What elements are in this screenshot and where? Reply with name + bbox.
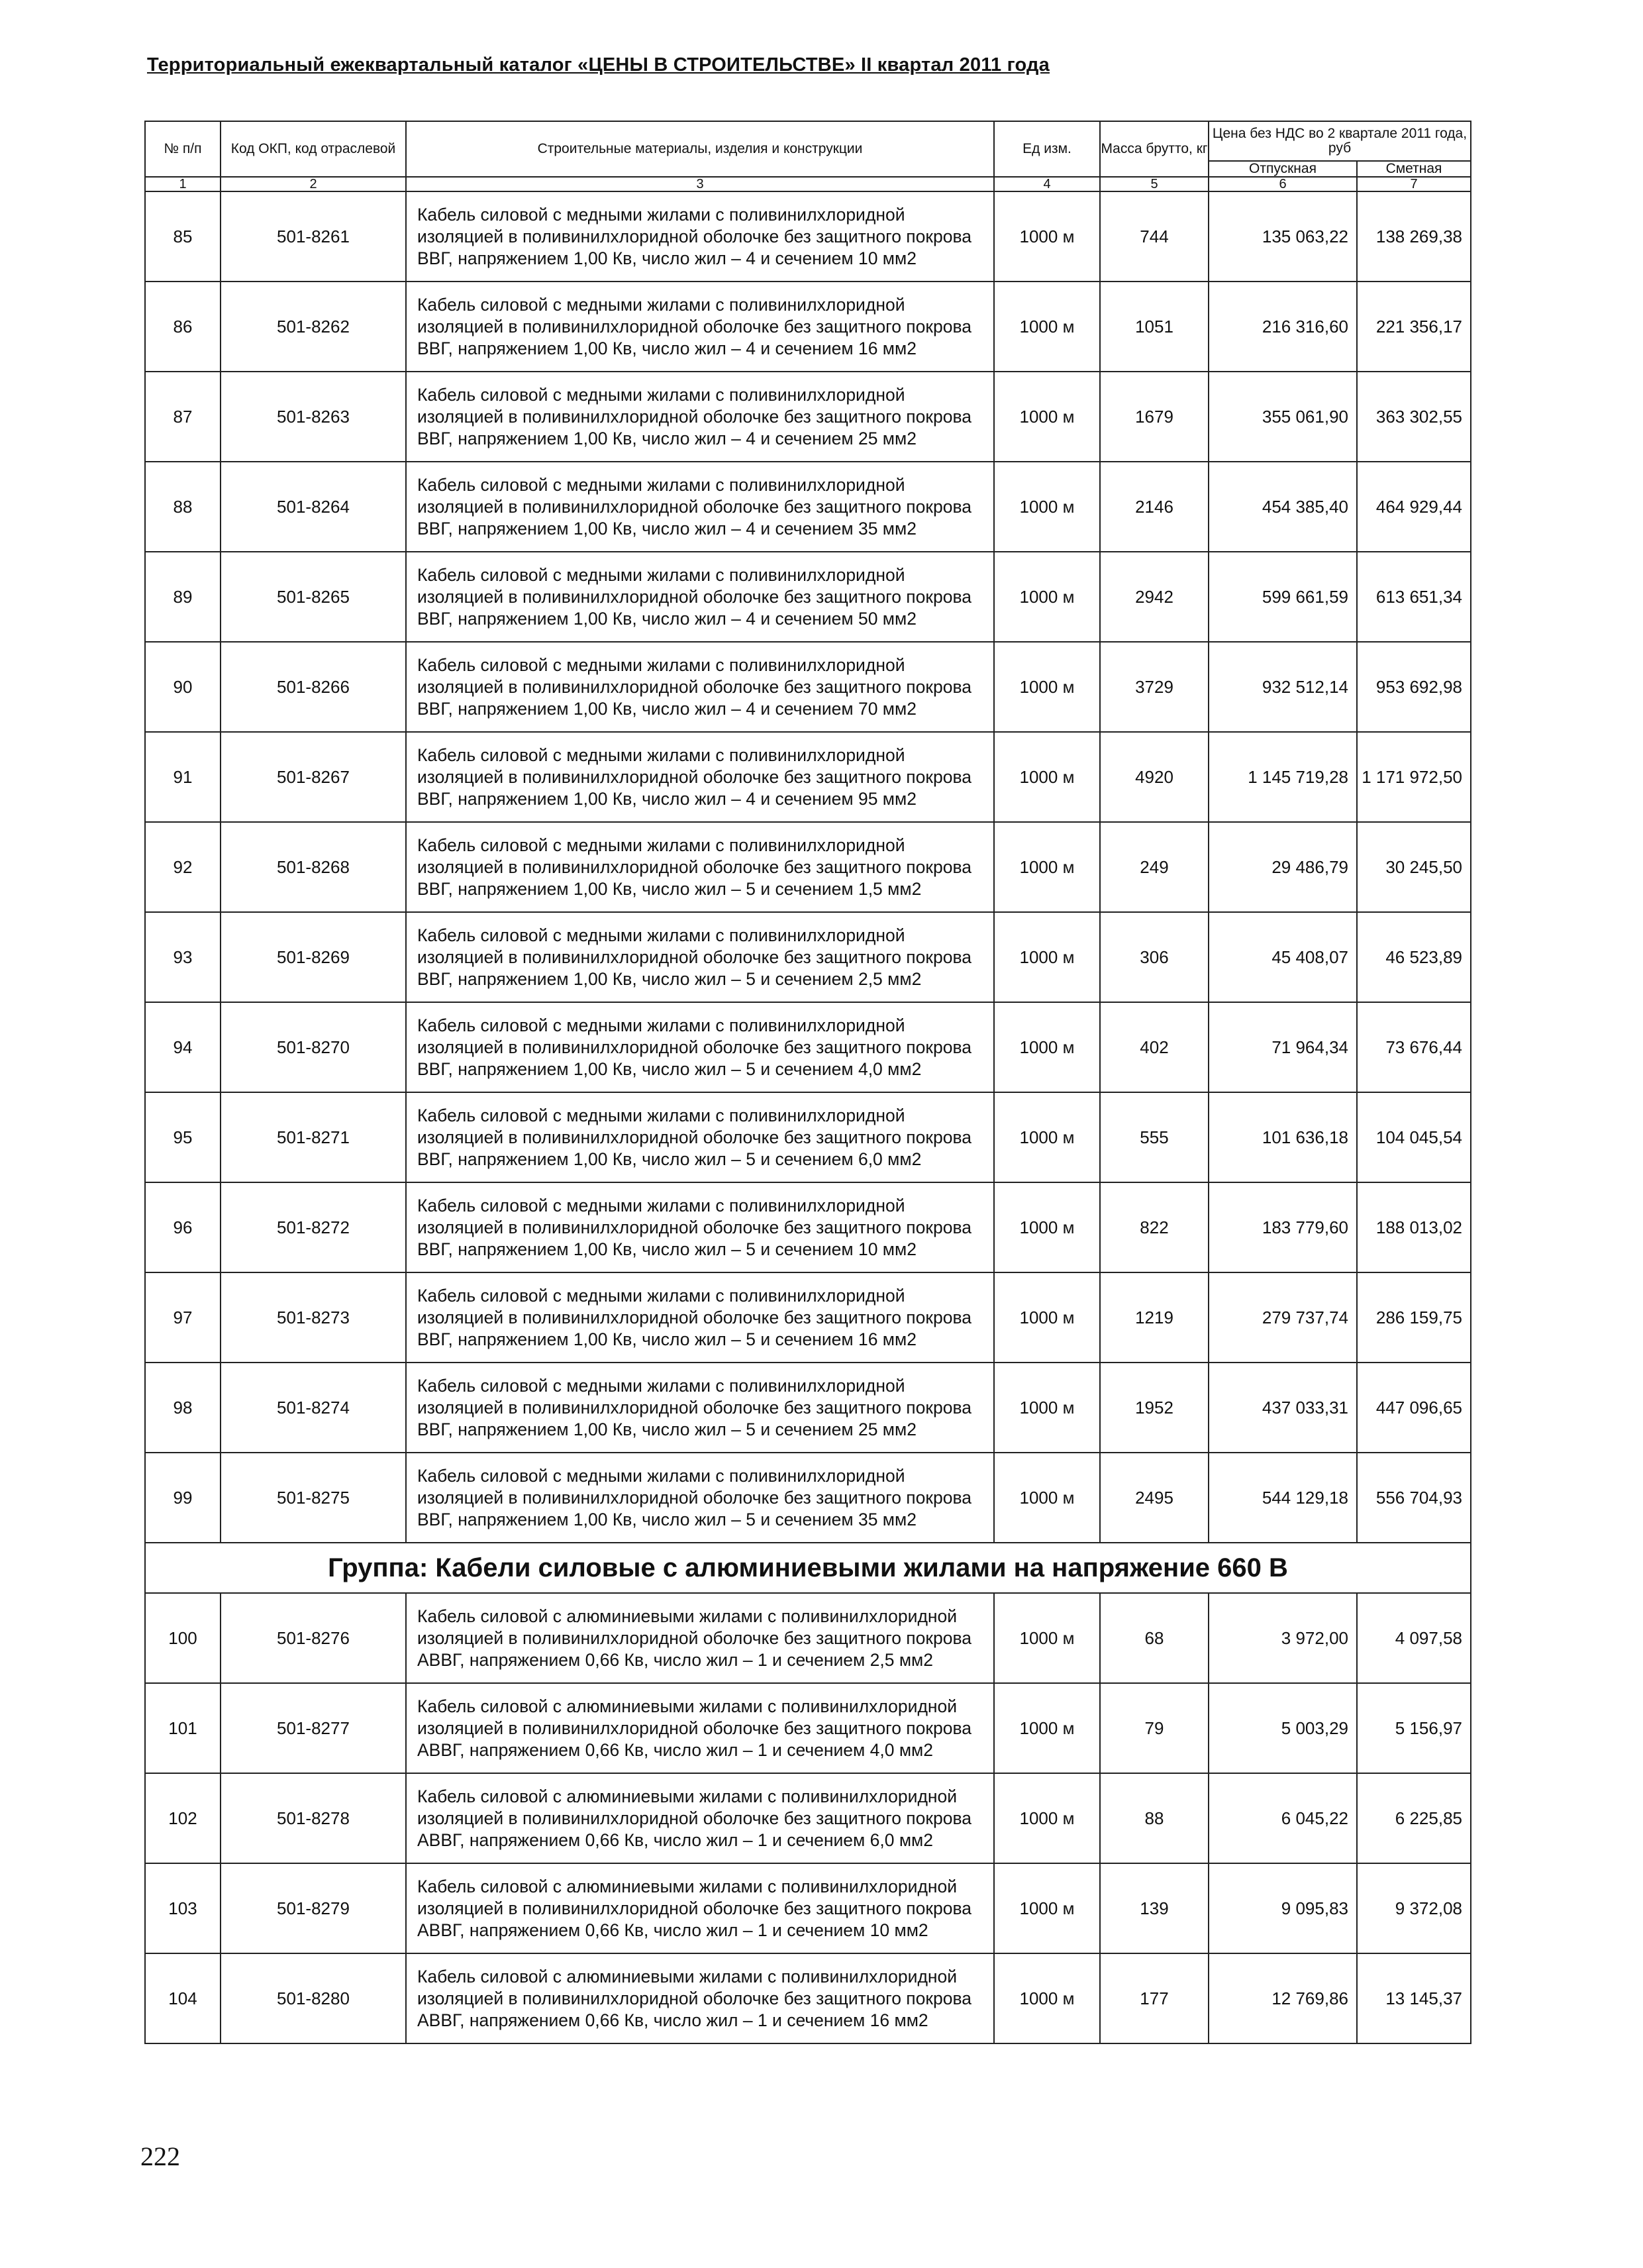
row-unit: 1000 м [994,1953,1100,2043]
row-num: 86 [145,282,221,372]
row-code: 501-8268 [221,822,406,912]
table-row [145,282,1471,372]
row-description: Кабель силовой с медными жилами с поливинилхлоридной изоляцией в поливинилхлоридной оболочке без защитного покрова ВВГ, напряжением 1,00 Кв, число жил – 5 и сечением 10 мм2 [406,1182,994,1272]
row-price-release: 454 385,40 [1209,462,1357,552]
row-code: 501-8267 [221,732,406,822]
row-description: Кабель силовой с медными жилами с поливинилхлоридной изоляцией в поливинилхлоридной оболочке без защитного покрова ВВГ, напряжением 1,00 Кв, число жил – 5 и сечением 16 мм2 [406,1272,994,1363]
row-code: 501-8279 [221,1863,406,1953]
row-code: 501-8274 [221,1363,406,1453]
row-price-release: 279 737,74 [1209,1272,1357,1363]
row-description: Кабель силовой с медными жилами с поливинилхлоридной изоляцией в поливинилхлоридной оболочке без защитного покрова ВВГ, напряжением 1,00 Кв, число жил – 4 и сечением 95 мм2 [406,732,994,822]
table-row [145,1002,1471,1092]
row-code: 501-8269 [221,912,406,1002]
row-unit: 1000 м [994,462,1100,552]
table-row [145,822,1471,912]
table-row [145,1773,1471,1863]
page-number: 222 [140,2141,180,2171]
row-unit: 1000 м [994,732,1100,822]
row-unit: 1000 м [994,1683,1100,1773]
row-code: 501-8275 [221,1453,406,1543]
row-unit: 1000 м [994,552,1100,642]
row-price-release: 1 145 719,28 [1209,732,1357,822]
col-header-price-release: Отпускная [1209,161,1357,177]
row-code: 501-8263 [221,372,406,462]
table-body-copper [145,191,1471,1543]
row-price-release: 355 061,90 [1209,372,1357,462]
row-num: 87 [145,372,221,462]
table-header [145,121,1471,191]
row-num: 89 [145,552,221,642]
row-unit: 1000 м [994,372,1100,462]
row-num: 94 [145,1002,221,1092]
table-row [145,1182,1471,1272]
row-unit: 1000 м [994,912,1100,1002]
row-num: 93 [145,912,221,1002]
row-num: 97 [145,1272,221,1363]
row-price-estimate: 104 045,54 [1357,1092,1471,1182]
row-code: 501-8264 [221,462,406,552]
row-description: Кабель силовой с медными жилами с поливинилхлоридной изоляцией в поливинилхлоридной оболочке без защитного покрова ВВГ, напряжением 1,00 Кв, число жил – 5 и сечением 6,0 мм2 [406,1092,994,1182]
row-description: Кабель силовой с медными жилами с поливинилхлоридной изоляцией в поливинилхлоридной оболочке без защитного покрова ВВГ, напряжением 1,00 Кв, число жил – 4 и сечением 10 мм2 [406,191,994,282]
row-price-estimate: 30 245,50 [1357,822,1471,912]
row-code: 501-8277 [221,1683,406,1773]
col-header-price-estimate: Сметная [1357,161,1471,177]
row-description: Кабель силовой с медными жилами с поливинилхлоридной изоляцией в поливинилхлоридной оболочке без защитного покрова ВВГ, напряжением 1,00 Кв, число жил – 4 и сечением 16 мм2 [406,282,994,372]
row-unit: 1000 м [994,1002,1100,1092]
row-price-release: 101 636,18 [1209,1092,1357,1182]
row-description: Кабель силовой с алюминиевыми жилами с поливинилхлоридной изоляцией в поливинилхлоридной оболочке без защитного покрова АВВГ, напряжением 0,66 Кв, число жил – 1 и сечением 4,0 мм2 [406,1683,994,1773]
col-header-num: № п/п [145,121,221,177]
row-description: Кабель силовой с медными жилами с поливинилхлоридной изоляцией в поливинилхлоридной оболочке без защитного покрова ВВГ, напряжением 1,00 Кв, число жил – 5 и сечением 1,5 мм2 [406,822,994,912]
row-price-estimate: 286 159,75 [1357,1272,1471,1363]
row-price-estimate: 1 171 972,50 [1357,732,1471,822]
row-description: Кабель силовой с медными жилами с поливинилхлоридной изоляцией в поливинилхлоридной оболочке без защитного покрова ВВГ, напряжением 1,00 Кв, число жил – 5 и сечением 25 мм2 [406,1363,994,1453]
row-num: 95 [145,1092,221,1182]
column-number: 7 [1357,177,1471,191]
column-number: 6 [1209,177,1357,191]
row-mass: 306 [1100,912,1209,1002]
row-price-estimate: 73 676,44 [1357,1002,1471,1092]
row-price-release: 3 972,00 [1209,1593,1357,1683]
table-row [145,1593,1471,1683]
row-unit: 1000 м [994,1773,1100,1863]
row-price-estimate: 6 225,85 [1357,1773,1471,1863]
row-price-release: 71 964,34 [1209,1002,1357,1092]
col-header-unit: Ед изм. [994,121,1100,177]
price-table [144,121,1471,2044]
row-price-release: 29 486,79 [1209,822,1357,912]
row-price-estimate: 5 156,97 [1357,1683,1471,1773]
row-unit: 1000 м [994,1363,1100,1453]
table-row [145,732,1471,822]
table-row [145,1683,1471,1773]
row-num: 103 [145,1863,221,1953]
row-price-release: 5 003,29 [1209,1683,1357,1773]
row-unit: 1000 м [994,191,1100,282]
row-price-estimate: 221 356,17 [1357,282,1471,372]
row-num: 92 [145,822,221,912]
row-num: 90 [145,642,221,732]
row-price-release: 12 769,86 [1209,1953,1357,2043]
row-mass: 4920 [1100,732,1209,822]
table-row [145,372,1471,462]
row-num: 104 [145,1953,221,2043]
table-row [145,462,1471,552]
col-header-price-group: Цена без НДС во 2 квартале 2011 года, руб [1209,121,1471,161]
row-price-release: 932 512,14 [1209,642,1357,732]
row-mass: 2146 [1100,462,1209,552]
col-header-mass: Масса брутто, кг [1100,121,1209,177]
row-mass: 1051 [1100,282,1209,372]
group-section [145,1543,1471,1593]
column-number: 5 [1100,177,1209,191]
row-description: Кабель силовой с медными жилами с поливинилхлоридной изоляцией в поливинилхлоридной оболочке без защитного покрова ВВГ, напряжением 1,00 Кв, число жил – 5 и сечением 2,5 мм2 [406,912,994,1002]
row-unit: 1000 м [994,1593,1100,1683]
row-unit: 1000 м [994,822,1100,912]
row-mass: 1679 [1100,372,1209,462]
row-price-estimate: 363 302,55 [1357,372,1471,462]
row-price-estimate: 447 096,65 [1357,1363,1471,1453]
row-price-estimate: 46 523,89 [1357,912,1471,1002]
table-body-aluminium [145,1593,1471,2043]
row-price-release: 183 779,60 [1209,1182,1357,1272]
table-row [145,1272,1471,1363]
row-price-estimate: 953 692,98 [1357,642,1471,732]
row-mass: 177 [1100,1953,1209,2043]
row-mass: 139 [1100,1863,1209,1953]
col-header-name: Строительные материалы, изделия и конструкции [406,121,994,177]
row-price-estimate: 138 269,38 [1357,191,1471,282]
column-number: 4 [994,177,1100,191]
row-num: 98 [145,1363,221,1453]
row-code: 501-8273 [221,1272,406,1363]
row-price-estimate: 9 372,08 [1357,1863,1471,1953]
row-mass: 249 [1100,822,1209,912]
row-mass: 822 [1100,1182,1209,1272]
row-code: 501-8265 [221,552,406,642]
row-num: 85 [145,191,221,282]
row-price-estimate: 556 704,93 [1357,1453,1471,1543]
row-unit: 1000 м [994,1863,1100,1953]
row-mass: 1952 [1100,1363,1209,1453]
row-num: 100 [145,1593,221,1683]
row-description: Кабель силовой с алюминиевыми жилами с поливинилхлоридной изоляцией в поливинилхлоридной оболочке без защитного покрова АВВГ, напряжением 0,66 Кв, число жил – 1 и сечением 2,5 мм2 [406,1593,994,1683]
table-row [145,1863,1471,1953]
row-code: 501-8272 [221,1182,406,1272]
row-price-release: 9 095,83 [1209,1863,1357,1953]
row-code: 501-8278 [221,1773,406,1863]
row-code: 501-8261 [221,191,406,282]
row-num: 101 [145,1683,221,1773]
row-description: Кабель силовой с медными жилами с поливинилхлоридной изоляцией в поливинилхлоридной оболочке без защитного покрова ВВГ, напряжением 1,00 Кв, число жил – 4 и сечением 50 мм2 [406,552,994,642]
row-mass: 2495 [1100,1453,1209,1543]
table-row [145,1953,1471,2043]
row-num: 88 [145,462,221,552]
table-row [145,1092,1471,1182]
row-description: Кабель силовой с медными жилами с поливинилхлоридной изоляцией в поливинилхлоридной оболочке без защитного покрова ВВГ, напряжением 1,00 Кв, число жил – 4 и сечением 25 мм2 [406,372,994,462]
table-row [145,912,1471,1002]
row-description: Кабель силовой с медными жилами с поливинилхлоридной изоляцией в поливинилхлоридной оболочке без защитного покрова ВВГ, напряжением 1,00 Кв, число жил – 5 и сечением 35 мм2 [406,1453,994,1543]
table-row [145,1363,1471,1453]
row-price-release: 135 063,22 [1209,191,1357,282]
row-mass: 2942 [1100,552,1209,642]
row-unit: 1000 м [994,1453,1100,1543]
row-code: 501-8271 [221,1092,406,1182]
table-row [145,1453,1471,1543]
row-code: 501-8276 [221,1593,406,1683]
row-mass: 79 [1100,1683,1209,1773]
row-price-estimate: 464 929,44 [1357,462,1471,552]
column-number: 3 [406,177,994,191]
row-unit: 1000 м [994,1092,1100,1182]
row-price-release: 437 033,31 [1209,1363,1357,1453]
row-num: 91 [145,732,221,822]
table-row [145,552,1471,642]
row-code: 501-8280 [221,1953,406,2043]
row-price-release: 544 129,18 [1209,1453,1357,1543]
row-description: Кабель силовой с медными жилами с поливинилхлоридной изоляцией в поливинилхлоридной оболочке без защитного покрова ВВГ, напряжением 1,00 Кв, число жил – 5 и сечением 4,0 мм2 [406,1002,994,1092]
row-num: 102 [145,1773,221,1863]
table-row [145,642,1471,732]
row-code: 501-8266 [221,642,406,732]
row-description: Кабель силовой с алюминиевыми жилами с поливинилхлоридной изоляцией в поливинилхлоридной оболочке без защитного покрова АВВГ, напряжением 0,66 Кв, число жил – 1 и сечением 6,0 мм2 [406,1773,994,1863]
row-price-estimate: 13 145,37 [1357,1953,1471,2043]
row-price-release: 216 316,60 [1209,282,1357,372]
row-description: Кабель силовой с медными жилами с поливинилхлоридной изоляцией в поливинилхлоридной оболочке без защитного покрова ВВГ, напряжением 1,00 Кв, число жил – 4 и сечением 35 мм2 [406,462,994,552]
row-unit: 1000 м [994,1272,1100,1363]
table-row [145,191,1471,282]
row-mass: 744 [1100,191,1209,282]
row-mass: 3729 [1100,642,1209,732]
row-num: 99 [145,1453,221,1543]
page-header-title: Территориальный ежеквартальный каталог «ЦЕНЫ В СТРОИТЕЛЬСТВЕ» II квартал 2011 года [147,54,1050,76]
group-title: Группа: Кабели силовые с алюминиевыми жилами на напряжение 660 В [145,1543,1471,1593]
row-description: Кабель силовой с алюминиевыми жилами с поливинилхлоридной изоляцией в поливинилхлоридной оболочке без защитного покрова АВВГ, напряжением 0,66 Кв, число жил – 1 и сечением 10 мм2 [406,1863,994,1953]
row-mass: 402 [1100,1002,1209,1092]
row-num: 96 [145,1182,221,1272]
row-price-release: 45 408,07 [1209,912,1357,1002]
column-number-row [145,177,1471,191]
column-number: 1 [145,177,221,191]
row-unit: 1000 м [994,282,1100,372]
row-description: Кабель силовой с алюминиевыми жилами с поливинилхлоридной изоляцией в поливинилхлоридной оболочке без защитного покрова АВВГ, напряжением 0,66 Кв, число жил – 1 и сечением 16 мм2 [406,1953,994,2043]
row-unit: 1000 м [994,642,1100,732]
row-unit: 1000 м [994,1182,1100,1272]
row-price-release: 599 661,59 [1209,552,1357,642]
row-code: 501-8262 [221,282,406,372]
row-price-estimate: 188 013,02 [1357,1182,1471,1272]
row-mass: 88 [1100,1773,1209,1863]
row-price-estimate: 4 097,58 [1357,1593,1471,1683]
row-price-estimate: 613 651,34 [1357,552,1471,642]
row-mass: 68 [1100,1593,1209,1683]
column-number: 2 [221,177,406,191]
row-mass: 1219 [1100,1272,1209,1363]
row-description: Кабель силовой с медными жилами с поливинилхлоридной изоляцией в поливинилхлоридной оболочке без защитного покрова ВВГ, напряжением 1,00 Кв, число жил – 4 и сечением 70 мм2 [406,642,994,732]
row-mass: 555 [1100,1092,1209,1182]
col-header-code: Код ОКП, код отраслевой [221,121,406,177]
row-code: 501-8270 [221,1002,406,1092]
row-price-release: 6 045,22 [1209,1773,1357,1863]
